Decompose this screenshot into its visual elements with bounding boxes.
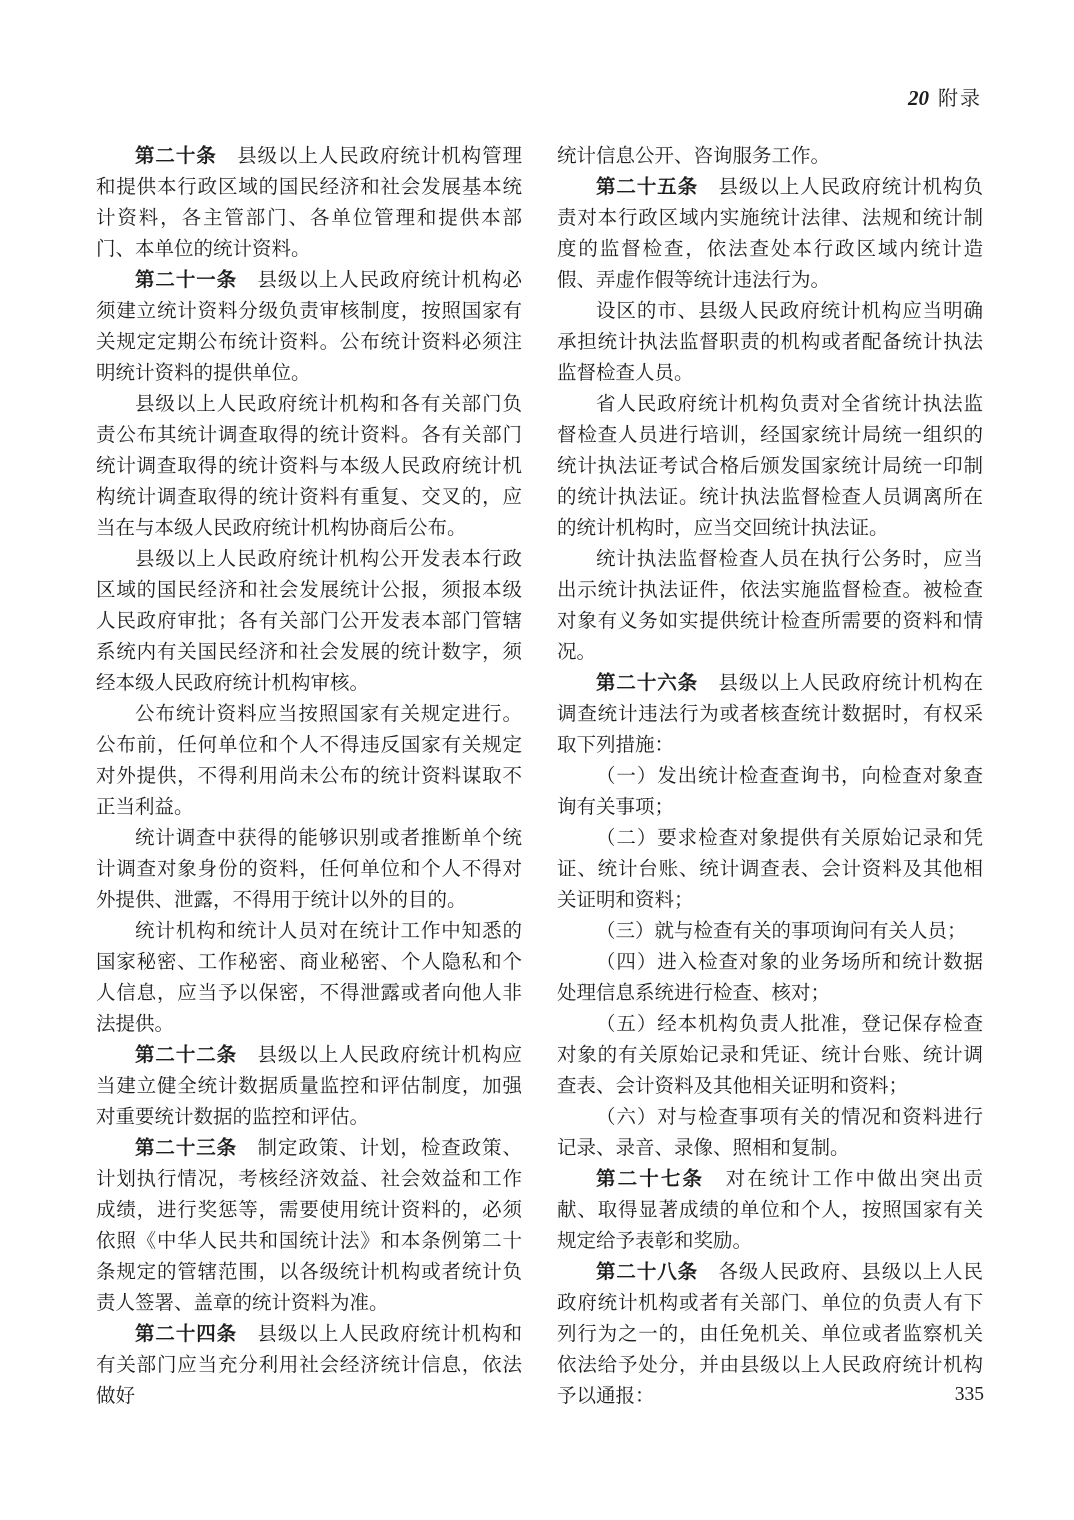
paragraph: （四）进入检查对象的业务场所和统计数据处理信息系统进行检查、核对；: [557, 952, 983, 1004]
article-paragraph: 第二十三条 制定政策、计划，检查政策、计划执行情况，考核经济效益、社会效益和工作成绩，进行奖惩等，需要使用统计资料的，必须依照《中华人民共和国统计法》和本条例第二十条规定的管辖范围，以各级统计机构或者统计负责人签署、盖章的统计资料为准。: [96, 1138, 522, 1314]
article-number: 第二十二条: [135, 1045, 238, 1066]
paragraph: 统计执法监督检查人员在执行公务时，应当出示统计执法证件，依法实施监督检查。被检查对象有义务如实提供统计检查所需要的资料和情况。: [557, 549, 983, 663]
paragraph: （五）经本机构负责人批准，登记保存检查对象的有关原始记录和凭证、统计台账、统计调查表、会计资料及其他相关证明和资料；: [557, 1014, 983, 1097]
right-column: [557, 141, 983, 1412]
paragraph: 统计机构和统计人员对在统计工作中知悉的国家秘密、工作秘密、商业秘密、个人隐私和个人信息，应当予以保密，不得泄露或者向他人非法提供。: [96, 921, 522, 1035]
paragraph: 县级以上人民政府统计机构公开发表本行政区域的国民经济和社会发展统计公报，须报本级人民政府审批；各有关部门公开发表本部门管辖系统内有关国民经济和社会发展的统计数字，须经本级人民政府统计机构审核。: [96, 549, 522, 694]
article-paragraph: 第二十二条 县级以上人民政府统计机构应当建立健全统计数据质量监控和评估制度，加强对重要统计数据的监控和评估。: [96, 1045, 522, 1128]
paragraph: 统计调查中获得的能够识别或者推断单个统计调查对象身份的资料，任何单位和个人不得对外提供、泄露，不得用于统计以外的目的。: [96, 828, 522, 911]
two-column-body: [96, 141, 983, 1412]
paragraph: 设区的市、县级人民政府统计机构应当明确承担统计执法监督职责的机构或者配备统计执法监督检查人员。: [557, 301, 983, 384]
page-number: 335: [954, 1384, 984, 1405]
paragraph: （一）发出统计检查查询书，向检查对象查询有关事项；: [557, 766, 983, 818]
article-paragraph: 第二十七条 对在统计工作中做出突出贡献、取得显著成绩的单位和个人，按照国家有关规定给予表彰和奖励。: [557, 1169, 983, 1252]
paragraph: 统计信息公开、咨询服务工作。: [557, 146, 831, 167]
article-number: 第二十七条: [596, 1169, 705, 1190]
chapter-number: 20: [908, 86, 929, 110]
article-number: 第二十条: [135, 146, 217, 167]
article-number: 第二十五条: [596, 177, 699, 198]
article-number: 第二十一条: [135, 270, 238, 291]
paragraph: 省人民政府统计机构负责对全省统计执法监督检查人员进行培训，经国家统计局统一组织的统计执法证考试合格后颁发国家统计局统一印制的统计执法证。统计执法监督检查人员调离所在的统计机构时，应当交回统计执法证。: [557, 394, 983, 539]
article-paragraph: 第二十八条 各级人民政府、县级以上人民政府统计机构或者有关部门、单位的负责人有下列行为之一的，由任免机关、单位或者监察机关依法给予处分，并由县级以上人民政府统计机构予以通报：: [557, 1262, 983, 1407]
article-paragraph: 第二十四条 县级以上人民政府统计机构和有关部门应当充分利用社会经济统计信息，依法做好: [96, 1324, 522, 1407]
article-number: 第二十六条: [596, 673, 699, 694]
running-header: [908, 82, 982, 111]
article-number: 第二十三条: [135, 1138, 238, 1159]
chapter-title: 附录: [938, 88, 982, 110]
article-paragraph: 第二十一条 县级以上人民政府统计机构必须建立统计资料分级负责审核制度，按照国家有关规定定期公布统计资料。公布统计资料必须注明统计资料的提供单位。: [96, 270, 522, 384]
article-number: 第二十四条: [135, 1324, 238, 1345]
article-number: 第二十八条: [596, 1262, 699, 1283]
paragraph: 县级以上人民政府统计机构和各有关部门负责公布其统计调查取得的统计资料。各有关部门统计调查取得的统计资料与本级人民政府统计机构统计调查取得的统计资料有重复、交叉的，应当在与本级人民政府统计机构协商后公布。: [96, 394, 522, 539]
paragraph: （三）就与检查有关的事项询问有关人员；: [596, 921, 967, 942]
article-paragraph: 第二十六条 县级以上人民政府统计机构在调查统计违法行为或者核查统计数据时，有权采取下列措施：: [557, 673, 983, 756]
article-paragraph: 第二十五条 县级以上人民政府统计机构负责对本行政区域内实施统计法律、法规和统计制度的监督检查，依法查处本行政区域内统计造假、弄虚作假等统计违法行为。: [557, 177, 983, 291]
paragraph: （六）对与检查事项有关的情况和资料进行记录、录音、录像、照相和复制。: [557, 1107, 983, 1159]
article-paragraph: 第二十条 县级以上人民政府统计机构管理和提供本行政区域的国民经济和社会发展基本统计资料，各主管部门、各单位管理和提供本部门、本单位的统计资料。: [96, 146, 522, 260]
paragraph: （二）要求检查对象提供有关原始记录和凭证、统计台账、统计调查表、会计资料及其他相关证明和资料；: [557, 828, 983, 911]
left-column: [96, 141, 522, 1412]
paragraph: 公布统计资料应当按照国家有关规定进行。公布前，任何单位和个人不得违反国家有关规定对外提供，不得利用尚未公布的统计资料谋取不正当利益。: [96, 704, 522, 818]
